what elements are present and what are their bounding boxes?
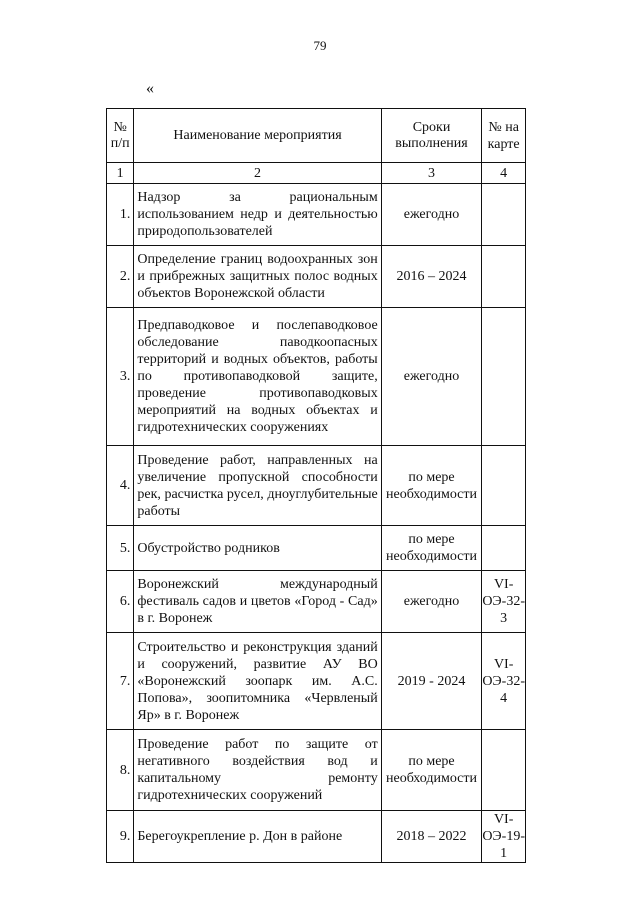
row-number: 4. [107, 446, 134, 526]
row-number: 6. [107, 571, 134, 633]
row-number: 3. [107, 308, 134, 446]
map-cell: VI-ОЭ-19-1 [482, 812, 525, 861]
table-row [107, 526, 526, 571]
header-term: Сроки выполнения [381, 109, 482, 163]
term-cell: ежегодно [381, 571, 482, 633]
table-row [107, 184, 526, 246]
measure-name: Строительство и реконструкция зданий и сооружений, развитие АУ ВО «Воронежский зоопарк им. А.С. Попова», зоопитомника «Червленый Яр» в г. Воронеж [134, 633, 381, 730]
measure-name: Воронежский международный фестиваль садов и цветов «Город - Сад» в г. Воронеж [134, 571, 381, 633]
table-row [107, 446, 526, 526]
measure-name: Определение границ водоохранных зон и прибрежных защитных полос водных объектов Воронежской области [134, 246, 381, 308]
measure-name: Проведение работ, направленных на увеличение пропускной способности рек, расчистка русел, дноуглубительные работы [134, 446, 381, 526]
map-cell [482, 446, 526, 526]
term-cell: 2019 - 2024 [381, 633, 482, 730]
index-cell: 2 [134, 163, 381, 184]
term-cell: по мере необходимости [381, 730, 482, 811]
table-row [107, 811, 526, 863]
map-cell: VI-ОЭ-32-3 [482, 571, 526, 633]
map-cell [482, 246, 526, 308]
map-cell: VI-ОЭ-32-4 [482, 633, 526, 730]
table-row [107, 730, 526, 811]
term-cell: по мере необходимости [381, 446, 482, 526]
header-name: Наименование мероприятия [134, 109, 381, 163]
term-cell: по мере необходимости [381, 526, 482, 571]
row-number: 8. [107, 730, 134, 811]
table-row [107, 571, 526, 633]
opening-quote: « [146, 80, 154, 97]
index-cell: 3 [381, 163, 482, 184]
row-number: 7. [107, 633, 134, 730]
table-row [107, 633, 526, 730]
map-cell [482, 526, 526, 571]
measures-table [106, 108, 526, 863]
row-number: 1. [107, 184, 134, 246]
map-cell [482, 308, 526, 446]
row-number: 2. [107, 246, 134, 308]
header-map: № на карте [482, 109, 526, 163]
map-cell [482, 730, 526, 811]
header-number: № п/п [107, 109, 134, 163]
term-cell: ежегодно [381, 308, 482, 446]
page-number: 79 [313, 38, 327, 53]
table-header-row [107, 109, 526, 163]
row-number: 9. [107, 811, 134, 863]
term-cell: ежегодно [381, 184, 482, 246]
term-cell: 2018 – 2022 [381, 811, 482, 863]
table-row [107, 308, 526, 446]
measure-name: Обустройство родников [134, 526, 381, 571]
table-row [107, 246, 526, 308]
column-index-row [107, 163, 526, 184]
measure-name: Предпаводковое и послепаводковое обследование паводкоопасных территорий и водных объектов, работы по противопаводковой защите, проведение противопаводковых мероприятий на водных объектах и гидротехнических сооружениях [134, 308, 381, 446]
measure-name: Проведение работ по защите от негативного воздействия вод и капитальному ремонту гидротехнических сооружений [134, 730, 381, 811]
index-cell: 1 [107, 163, 134, 184]
index-cell: 4 [482, 163, 526, 184]
term-cell: 2016 – 2024 [381, 246, 482, 308]
measure-name: Надзор за рациональным использованием недр и деятельностью природопользователей [134, 184, 381, 246]
row-number: 5. [107, 526, 134, 571]
measure-name: Берегоукрепление р. Дон в районе [134, 811, 381, 863]
map-cell [482, 184, 526, 246]
